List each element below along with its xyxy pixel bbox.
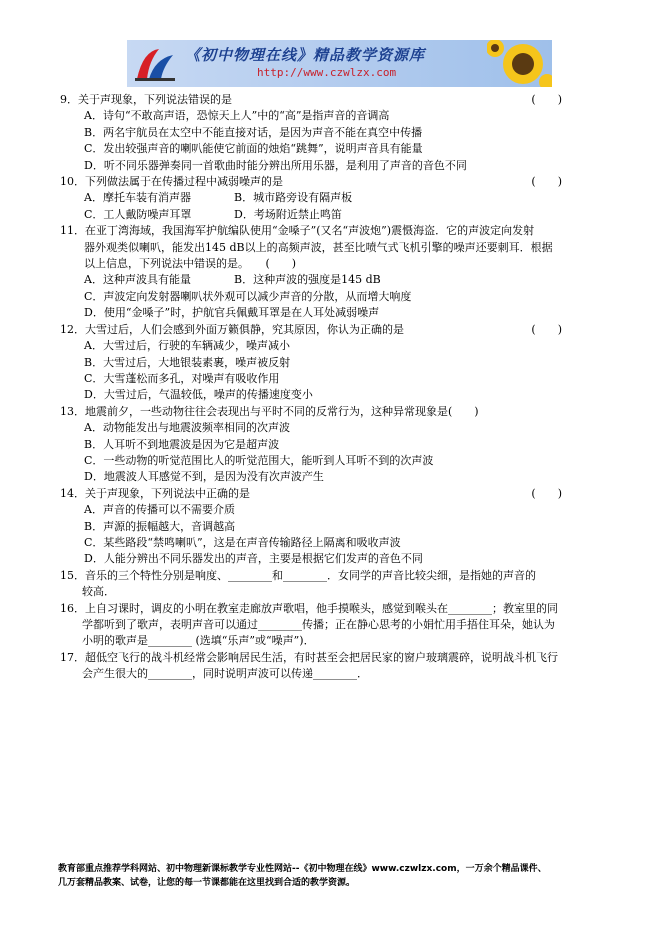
sunflower-icon [487, 40, 552, 87]
question-stem-line: 器外观类似喇叭，能发出145 dB以上的高频声波，甚至比喷气式飞机引擎的噪声还要刺耳．根据 [84, 240, 553, 254]
question-stem-line: 15．音乐的三个特性分别是响度、________和________．女同学的声音比较尖细，是指她的声音的 [60, 568, 536, 582]
option-c: C．某些路段“禁鸣喇叭”，这是在声音传输路径上隔离和吸收声波 [84, 535, 401, 549]
answer-bracket: ( ) [531, 93, 562, 106]
question-14 [60, 486, 600, 568]
question-stem: 9．关于声现象，下列说法错误的是 [60, 93, 232, 106]
option-a: A．大雪过后，行驶的车辆减少，噪声减小 [84, 339, 290, 353]
question-15 [60, 568, 600, 601]
question-stem-line: 17．超低空飞行的战斗机经常会影响居民生活，有时甚至会把居民家的窗户玻璃震碎，说明战斗机飞行 [60, 650, 558, 664]
answer-bracket: ( ) [531, 175, 562, 189]
option-c: C．大雪蓬松而多孔，对噪声有吸收作用 [84, 371, 280, 385]
question-9 [60, 92, 600, 174]
option-a: A．诗句“不敢高声语，恐惊天上人”中的“高”是指声音的音调高 [84, 109, 390, 123]
question-11 [60, 223, 600, 321]
question-stem: 14．关于声现象，下列说法中正确的是 [60, 486, 250, 500]
banner-title: 《初中物理在线》精品教学资源库 [185, 46, 426, 64]
answer-bracket: ( ) [531, 322, 562, 336]
question-stem-line: 会产生很大的________，同时说明声波可以传递________． [60, 667, 368, 681]
question-stem-line: 11．在亚丁湾海域，我国海军护航编队使用“金嗓子”(又名“声波炮”)震慑海盗．它的声波定向发射 [60, 224, 535, 238]
option-d: D．大雪过后，气温较低，噪声的传播速度变小 [84, 388, 313, 402]
answer-bracket: ( ) [531, 486, 562, 500]
option-d: D．地震波人耳感觉不到，是因为没有次声波产生 [84, 470, 324, 484]
option-b: B．城市路旁设有隔声板 [234, 191, 353, 205]
question-17 [60, 650, 600, 683]
option-d: D．人能分辨出不同乐器发出的声音，主要是根据它们发声的音色不同 [84, 552, 423, 566]
question-stem-line: 学都听到了歌声，表明声音可以通过________传播；正在静心思考的小娟忙用手捂住耳朵，她认为 [60, 618, 555, 631]
option-d: D．考场附近禁止鸣笛 [234, 207, 342, 221]
question-stem: 10．下列做法属于在传播过程中减弱噪声的是 [60, 175, 283, 189]
page-footer [58, 862, 618, 890]
header-banner [127, 40, 552, 87]
question-stem: 13．地震前夕，一些动物往往会表现出与平时不同的反常行为，这种异常现象是( ) [60, 404, 479, 418]
option-b: B．大雪过后，大地银装素裹，噪声被反射 [84, 355, 291, 369]
option-c: C．发出较强声音的喇叭能使它前面的烛焰“跳舞”，说明声音具有能量 [84, 142, 423, 156]
question-stem-line: 16．上自习课时，调皮的小明在教室走廊放声歌唱，他手摸喉头，感觉到喉头在________；教室里的同 [60, 601, 558, 615]
option-a: A．声音的传播可以不需要介质 [84, 503, 235, 517]
logo-icon [133, 45, 177, 83]
option-c: C．工人戴防噪声耳罩 [84, 207, 192, 221]
option-a: A．摩托车装有消声器 [84, 191, 191, 205]
footer-line: 教育部重点推荐学科网站、初中物理新课标教学专业性网站--《初中物理在线》www.czwlzx.com，一万余个精品课件、 [58, 864, 547, 874]
question-13 [60, 404, 600, 486]
question-10 [60, 174, 600, 223]
question-stem: 12．大雪过后，人们会感到外面万籁俱静，究其原因，你认为正确的是 [60, 322, 404, 336]
option-b: B．两名宇航员在太空中不能直接对话，是因为声音不能在真空中传播 [84, 125, 423, 139]
option-a: A．这种声波具有能量 [84, 273, 191, 287]
question-12 [60, 322, 600, 404]
question-list [60, 92, 600, 683]
question-16 [60, 601, 600, 650]
option-a: A．动物能发出与地震波频率相同的次声波 [84, 421, 290, 435]
option-d: D．使用“金嗓子”时，护航官兵佩戴耳罩是在人耳处减弱噪声 [84, 306, 380, 320]
option-d: D．听不同乐器弹奏同一首歌曲时能分辨出所用乐器，是利用了声音的音色不同 [84, 158, 467, 172]
option-b: B．声源的振幅越大，音调越高 [84, 519, 236, 533]
question-stem-line: 以上信息，下列说法中错误的是。 ( ) [84, 257, 297, 271]
option-b: B．这种声波的强度是145 dB [234, 273, 381, 287]
question-stem-line: 较高． [60, 585, 115, 599]
banner-url[interactable]: http://www.czwlzx.com [257, 66, 397, 79]
option-c: C．声波定向发射器喇叭状外观可以减少声音的分散，从而增大响度 [84, 289, 412, 303]
question-stem-line: 小明的歌声是________ (选填“乐声”或“噪声”)． [60, 634, 315, 648]
option-c: C．一些动物的听觉范围比人的听觉范围大，能听到人耳听不到的次声波 [84, 453, 434, 467]
option-b: B．人耳听不到地震波是因为它是超声波 [84, 437, 280, 451]
footer-line: 几万套精品教案、试卷，让您的每一节课都能在这里找到合适的教学资源。 [58, 878, 356, 888]
